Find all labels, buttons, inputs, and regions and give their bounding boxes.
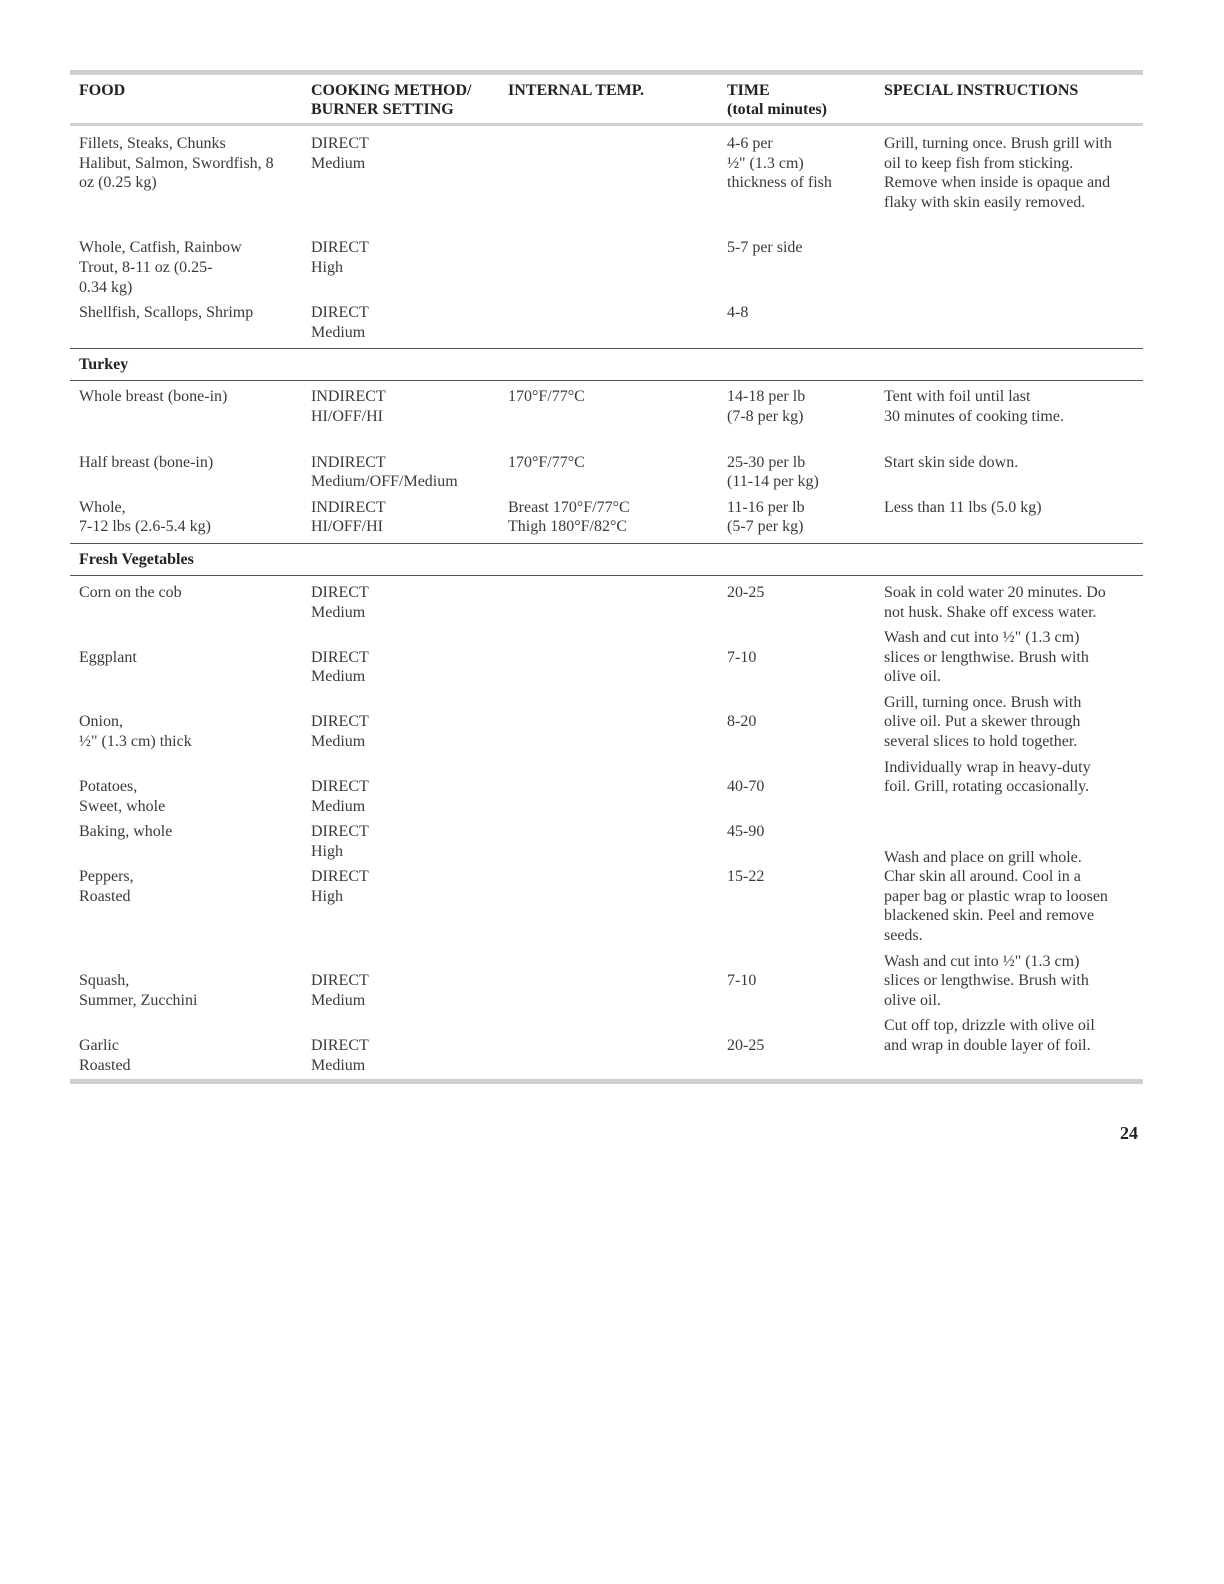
temp-cell [508, 583, 727, 622]
temp-cell [508, 628, 727, 687]
time-cell: 14-18 per lb (7-8 per kg) [727, 388, 806, 425]
temp-cell: 170°F/77°C [508, 388, 585, 406]
method-cell: INDIRECT HI/OFF/HI [311, 498, 386, 536]
method-cell: DIRECT Medium [311, 972, 369, 1009]
method-cell: DIRECT Medium [311, 1036, 369, 1074]
page-number: 24 [1120, 1123, 1138, 1143]
table-row [70, 212, 1143, 297]
method-cell: DIRECT Medium [311, 135, 369, 172]
table-row [70, 381, 1143, 426]
instructions-cell: Wash and cut into ½" (1.3 cm) slices or lengthwise. Brush with olive oil. [884, 952, 1089, 1009]
instructions-cell: Wash and place on grill whole. Char skin all around. Cool in a paper bag or plastic wrap to loosen blackened skin. Peel and remove seeds. [884, 848, 1108, 944]
instructions-cell: Less than 11 lbs (5.0 kg) [884, 498, 1042, 516]
table-row [70, 687, 1143, 752]
food-cell: Baking, whole [79, 823, 173, 841]
table-row [70, 297, 1143, 348]
instructions-cell: Tent with foil until last 30 minutes of cooking time. [884, 388, 1064, 425]
instructions-cell: Individually wrap in heavy-duty foil. Grill, rotating occasionally. [884, 758, 1091, 796]
food-cell: Eggplant [79, 648, 137, 666]
table-row [70, 622, 1143, 687]
temp-cell [508, 238, 727, 297]
header-food: FOOD [79, 82, 126, 99]
instructions-cell [884, 238, 1152, 297]
temp-cell [508, 693, 727, 752]
instructions-cell: Start skin side down. [884, 453, 1019, 471]
food-cell: Whole breast (bone-in) [79, 388, 228, 406]
food-cell: Squash, Summer, Zucchini [79, 972, 198, 1009]
header-time: TIME (total minutes) [727, 82, 827, 118]
time-cell: 4-8 [727, 304, 749, 322]
instructions-cell: Cut off top, drizzle with olive oil and wrap in double layer of foil. [884, 1017, 1095, 1054]
header-method: COOKING METHOD/ BURNER SETTING [311, 82, 472, 118]
temp-cell: Breast 170°F/77°C Thigh 180°F/82°C [508, 498, 630, 536]
instructions-cell: Soak in cold water 20 minutes. Do not husk. Shake off excess water. [884, 583, 1106, 621]
time-cell: 7-10 [727, 972, 757, 990]
table-row [70, 427, 1143, 492]
food-cell: Corn on the cob [79, 583, 182, 601]
bottom-rule [70, 1079, 1143, 1084]
time-cell: 25-30 per lb (11-14 per kg) [727, 453, 819, 491]
section-title-turkey: Turkey [79, 356, 129, 374]
instructions-cell: Grill, turning once. Brush with olive oil. Put a skewer through several slices to hold together. [884, 693, 1082, 751]
food-cell: Half breast (bone-in) [79, 453, 214, 471]
instructions-cell: Wash and cut into ½" (1.3 cm) slices or lengthwise. Brush with olive oil. [884, 629, 1089, 686]
method-cell: INDIRECT HI/OFF/HI [311, 388, 386, 425]
temp-cell [508, 134, 727, 212]
table-row [70, 126, 1143, 212]
instructions-cell: Grill, turning once. Brush grill with oil to keep fish from sticking. Remove when inside is opaque and flaky with skin easily removed. [884, 135, 1112, 211]
method-cell: DIRECT High [311, 868, 369, 905]
time-cell: 7-10 [727, 648, 757, 666]
food-cell: Fillets, Steaks, Chunks Halibut, Salmon, Swordfish, 8 oz (0.25 kg) [79, 135, 274, 192]
method-cell: DIRECT Medium [311, 648, 369, 686]
time-cell: 15-22 [727, 868, 765, 886]
table-row [70, 576, 1143, 622]
method-cell: INDIRECT Medium/OFF/Medium [311, 453, 458, 491]
temp-cell [508, 1016, 727, 1075]
table-row [70, 492, 1143, 543]
temp-cell: 170°F/77°C [508, 453, 585, 471]
temp-cell [508, 758, 727, 817]
food-cell: Whole, Catfish, Rainbow Trout, 8-11 oz (0.25- 0.34 kg) [79, 239, 242, 296]
method-cell: DIRECT Medium [311, 304, 369, 341]
method-cell: DIRECT Medium [311, 583, 369, 621]
section-title-vegetables: Fresh Vegetables [79, 550, 194, 568]
time-cell: 40-70 [727, 778, 765, 796]
table-row [70, 752, 1143, 817]
grilling-chart-table [70, 70, 1143, 1084]
table-row [70, 848, 1143, 946]
method-cell: DIRECT Medium [311, 713, 369, 751]
temp-cell [508, 952, 727, 1011]
food-cell: Peppers, Roasted [79, 868, 134, 905]
food-cell: Onion, ½" (1.3 cm) thick [79, 713, 192, 751]
instructions-cell [884, 303, 1152, 342]
food-cell: Whole, 7-12 lbs (2.6-5.4 kg) [79, 498, 211, 536]
food-cell: Shellfish, Scallops, Shrimp [79, 304, 254, 322]
time-cell: 11-16 per lb (5-7 per kg) [727, 498, 805, 536]
time-cell: 45-90 [727, 823, 765, 841]
table-row [70, 1010, 1143, 1079]
method-cell: DIRECT Medium [311, 778, 369, 815]
time-cell: 20-25 [727, 583, 765, 601]
temp-cell [508, 303, 727, 342]
time-cell: 20-25 [727, 1036, 765, 1054]
food-cell: Garlic Roasted [79, 1036, 131, 1074]
header-instructions: SPECIAL INSTRUCTIONS [884, 82, 1079, 99]
method-cell: DIRECT High [311, 823, 369, 861]
header-row [70, 75, 1143, 123]
food-cell: Potatoes, Sweet, whole [79, 778, 166, 815]
temp-cell [508, 848, 727, 946]
table-row [70, 946, 1143, 1011]
header-temp: INTERNAL TEMP. [508, 82, 645, 99]
method-cell: DIRECT High [311, 239, 369, 276]
time-cell: 5-7 per side [727, 239, 803, 257]
time-cell: 8-20 [727, 713, 757, 731]
time-cell: 4-6 per ½" (1.3 cm) thickness of fish [727, 135, 832, 192]
